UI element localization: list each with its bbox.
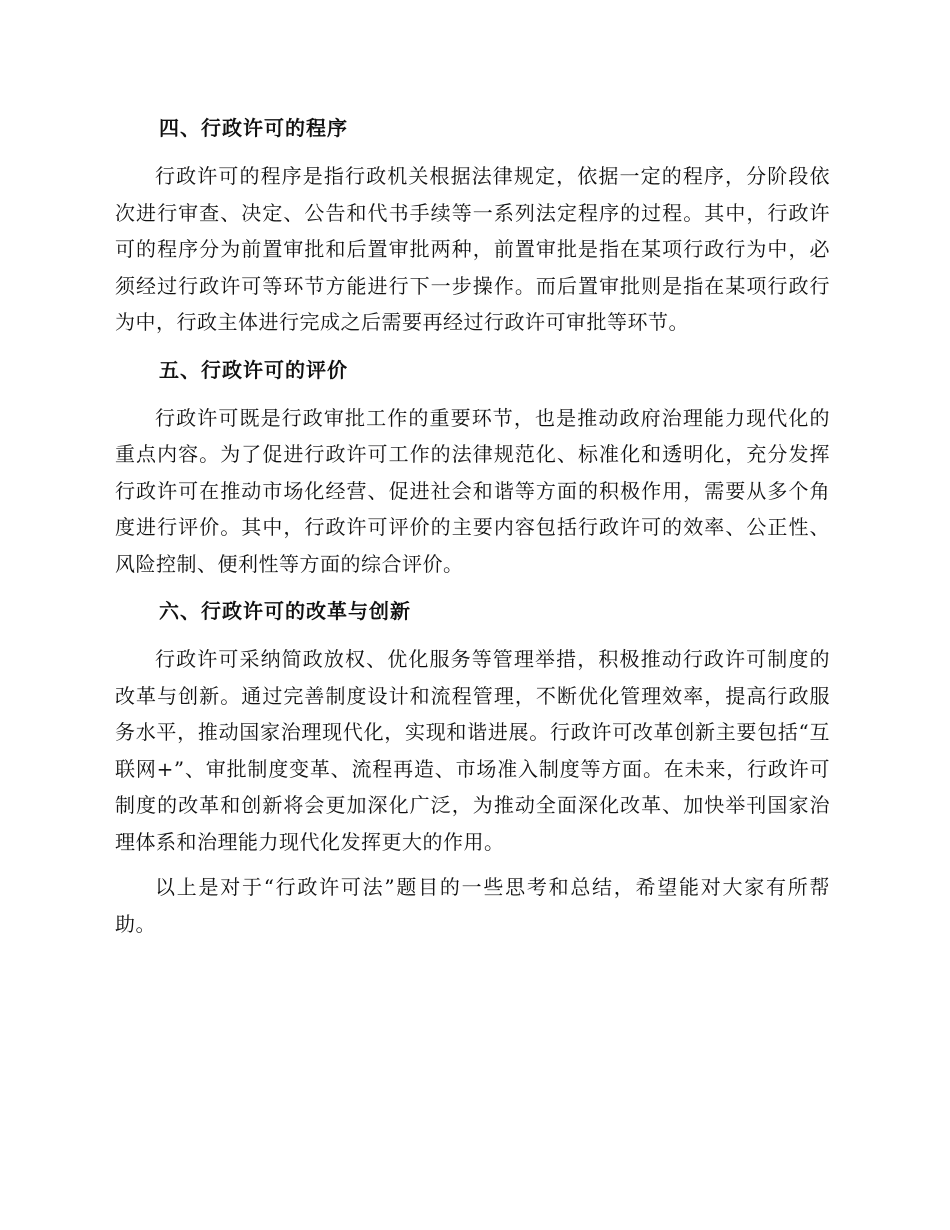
section-paragraph-procedure: 行政许可的程序是指行政机关根据法律规定，依据一定的程序，分阶段依次进行审查、决定、公告和代书手续等一系列法定程序的过程。其中，行政许可的程序分为前置审批和后置审批两种，前置审批是指在某项行政行为中，必须经过行政许可等环节方能进行下一步操作。而后置审批则是指在某项行政行为中，行政主体进行完成之后需要再经过行政许可审批等环节。 <box>115 164 830 334</box>
section-paragraph-reform: 行政许可采纳简政放权、优化服务等管理举措，积极推动行政许可制度的改革与创新。通过完善制度设计和流程管理，不断优化管理效率，提高行政服务水平，推动国家治理现代化，实现和谐进展。行政许可改革创新主要包括“互联网+”、审批制度变革、流程再造、市场准入制度等方面。在未来，行政许可制度的改革和创新将会更加深化广泛，为推动全面深化改革、加快举刊国家治理体系和治理能力现代化发挥更大的作用。 <box>115 647 830 854</box>
section-heading-procedure: 四、行政许可的程序 <box>159 116 348 140</box>
closing-paragraph: 以上是对于“行政许可法”题目的一些思考和总结，希望能对大家有所帮助。 <box>115 875 830 936</box>
section-paragraph-evaluation: 行政许可既是行政审批工作的重要环节，也是推动政府治理能力现代化的重点内容。为了促进行政许可工作的法律规范化、标准化和透明化，充分发挥行政许可在推动市场化经营、促进社会和谐等方面的积极作用，需要从多个角度进行评价。其中，行政许可评价的主要内容包括行政许可的效率、公正性、风险控制、便利性等方面的综合评价。 <box>115 405 830 576</box>
document-body <box>115 108 830 942</box>
section-heading-reform: 六、行政许可的改革与创新 <box>159 599 411 623</box>
section-heading-evaluation: 五、行政许可的评价 <box>159 357 348 382</box>
